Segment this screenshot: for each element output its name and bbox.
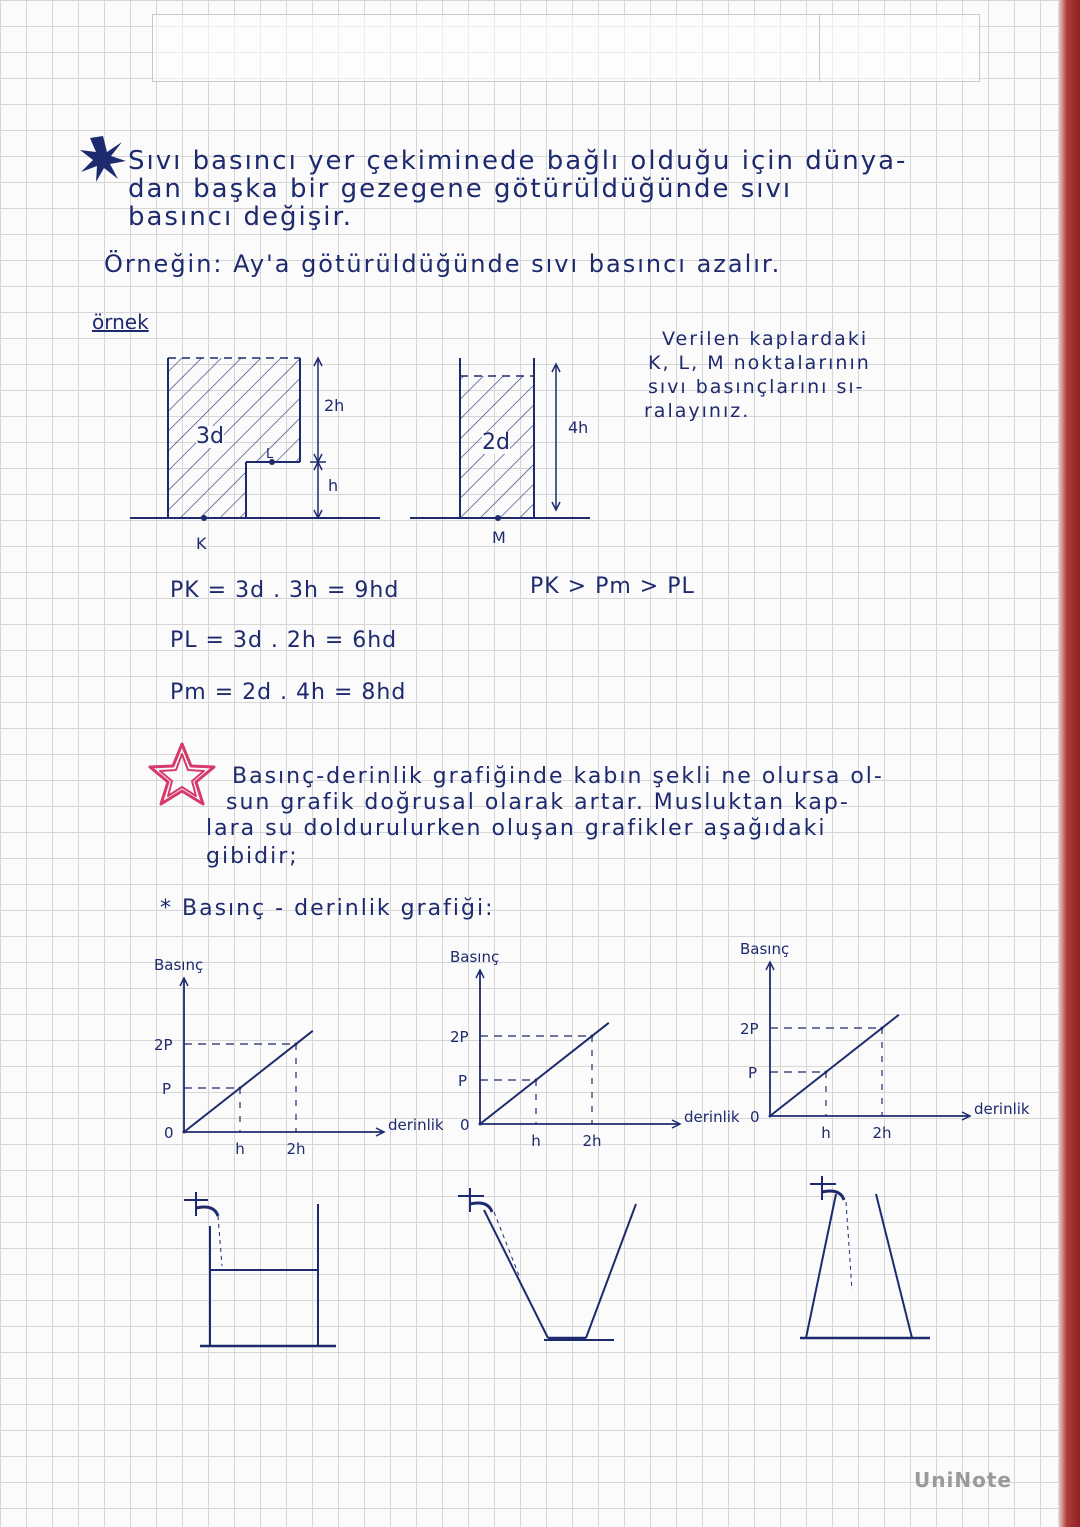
note-line-1: Basınç-derinlik grafiğinde kabın şekli ne olursa ol- [232,764,884,789]
data-point [881,1027,884,1030]
container-2-diagram [410,350,610,530]
question-line-4: ralayınız. [644,400,751,422]
intro-line-1: Sıvı basıncı yer çekiminede bağlı olduğu için dünya- [128,146,908,176]
graph-subheading: * Basınç - derinlik grafiği: [160,896,495,921]
example-heading: örnek [92,310,149,334]
y-tick-0: 0 [164,1124,174,1142]
x-axis-label: derinlik [684,1108,740,1126]
x-tick-2h: 2h [872,1124,892,1142]
question-line-2: K, L, M noktalarının [648,352,871,374]
pressure-order: PK > Pm > PL [530,574,695,599]
y-tick-p: P [162,1080,172,1098]
star-icon [146,740,218,808]
y-tick-p: P [748,1064,758,1082]
header-divider [819,15,820,81]
point-l-label: L [266,447,274,462]
burst-icon [78,134,128,184]
data-point [769,1115,772,1118]
container-1-height-label: 2h [324,396,345,415]
pressure-depth-graph-3 [726,936,1030,1142]
rectangular-container-with-tap [180,1186,340,1366]
x-tick-h: h [821,1124,831,1142]
y-axis-label: Basınç [740,940,790,958]
y-tick-2p: 2P [740,1020,759,1038]
intro-line-2: dan başka bir gezegene götürüldüğünde sıvı [128,174,793,204]
y-axis-label: Basınç [450,948,500,966]
y-tick-0: 0 [460,1116,470,1134]
note-line-3: lara su doldurulurken oluşan grafikler aşağıdaki [206,816,827,841]
data-point [535,1079,538,1082]
example-sentence: Örneğin: Ay'a götürüldüğünde sıvı basıncı azalır. [104,250,782,278]
formula-pk: PK = 3d . 3h = 9hd [170,578,400,603]
y-tick-0: 0 [750,1108,760,1126]
container-1-diagram [130,350,390,530]
uninote-watermark: UniNote [914,1468,1012,1492]
widening-container-with-tap [454,1180,654,1360]
data-point [479,1123,482,1126]
y-tick-2p: 2P [154,1036,173,1054]
pressure-line [184,1031,313,1132]
page-header-box [152,14,980,82]
narrowing-container-with-tap [782,1174,962,1354]
data-point [183,1131,186,1134]
data-point [295,1043,298,1046]
x-tick-h: h [235,1140,245,1158]
point-k-label: K [196,534,207,553]
formula-pl: PL = 3d . 2h = 6hd [170,628,398,653]
x-axis-label: derinlik [388,1116,444,1134]
pressure-depth-graph-1 [140,952,444,1158]
point-m-label: M [492,528,506,547]
container-1-step-label: h [328,476,339,495]
container-1-density: 3d [196,424,224,449]
x-tick-2h: 2h [582,1132,602,1150]
data-point [591,1035,594,1038]
x-tick-2h: 2h [286,1140,306,1158]
pressure-line [480,1023,609,1124]
y-axis-label: Basınç [154,956,204,974]
intro-line-3: basıncı değişir. [128,202,354,232]
pressure-line [770,1015,899,1116]
x-axis-label: derinlik [974,1100,1030,1118]
data-point [239,1087,242,1090]
page-edge-strip [1058,0,1080,1527]
y-tick-2p: 2P [450,1028,469,1046]
data-point [825,1071,828,1074]
note-line-4: gibidir; [206,844,299,869]
question-line-1: Verilen kaplardaki [662,328,869,350]
pressure-depth-graph-2 [436,944,740,1150]
x-tick-h: h [531,1132,541,1150]
formula-pm: Pm = 2d . 4h = 8hd [170,680,407,705]
question-line-3: sıvı basınçlarını sı- [648,376,865,398]
container-2-density: 2d [482,430,510,455]
container-2-height-label: 4h [568,418,589,437]
note-line-2: sun grafik doğrusal olarak artar. Musluktan kap- [226,790,850,815]
y-tick-p: P [458,1072,468,1090]
